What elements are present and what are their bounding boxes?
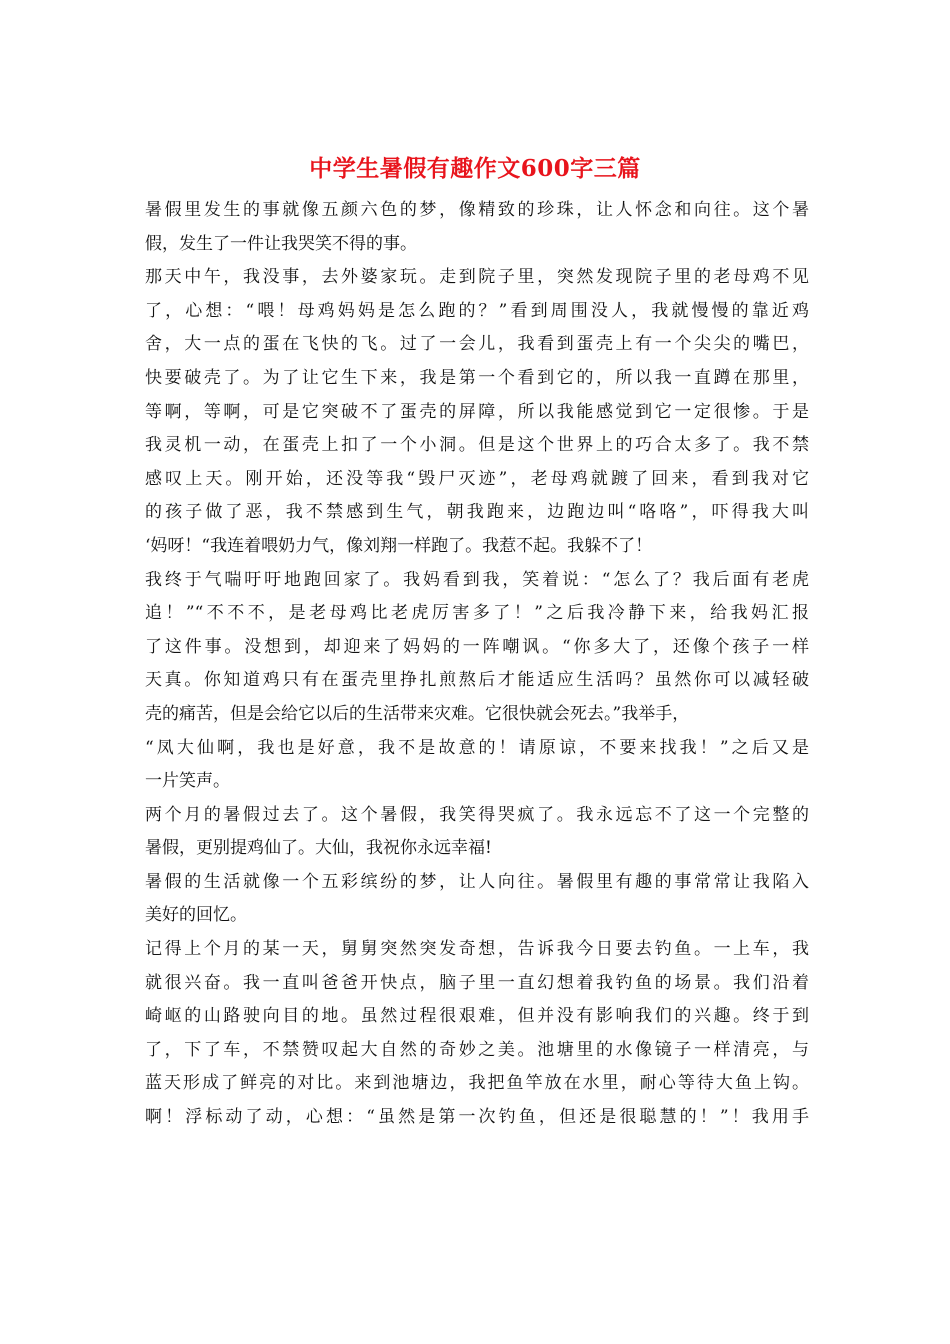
text-line: 啊！浮标动了动，心想：“虽然是第一次钓鱼，但还是很聪慧的！”！我用手 [145, 1107, 809, 1128]
text-line: 我灵机一动，在蛋壳上扣了一个小洞。但是这个世界上的巧合太多了。我不禁 [145, 435, 809, 456]
text-line: “凤大仙啊，我也是好意，我不是故意的！请原谅，不要来找我！”之后又是 [145, 737, 809, 758]
text-line: 壳的痛苦，但是会给它以后的生活带来灾难。它很快就会死去。”我举手， [145, 703, 690, 724]
text-line: 那天中午，我没事，去外婆家玩。走到院子里，突然发现院子里的老母鸡不见 [145, 267, 809, 288]
text-line: 暑假的生活就像一个五彩缤纷的梦，让人向往。暑假里有趣的事常常让我陷入 [145, 871, 809, 892]
document-title: 中学生暑假有趣作文600字三篇 [309, 155, 641, 182]
text-line: 追！”“不不不，是老母鸡比老虎厉害多了！”之后我冷静下来，给我妈汇报 [145, 603, 809, 624]
text-line: 假，发生了一件让我哭笑不得的事。 [145, 233, 417, 254]
text-line: 就很兴奋。我一直叫爸爸开快点，脑子里一直幻想着我钓鱼的场景。我们沿着 [145, 972, 809, 993]
text-line: 等啊，等啊，可是它突破不了蛋壳的屏障，所以我能感觉到它一定很惨。于是 [145, 401, 809, 422]
text-line: 舍，大一点的蛋在飞快的飞。过了一会儿，我看到蛋壳上有一个尖尖的嘴巴， [145, 334, 809, 355]
text-line: 一片笑声。 [145, 771, 230, 792]
text-line: 两个月的暑假过去了。这个暑假，我笑得哭疯了。我永远忘不了这一个完整的 [145, 804, 809, 825]
text-line: 记得上个月的某一天，舅舅突然突发奇想，告诉我今日要去钓鱼。一上车，我 [145, 939, 809, 960]
text-line: 了，下了车，不禁赞叹起大自然的奇妙之美。池塘里的水像镜子一样清亮，与 [145, 1039, 809, 1060]
text-line: 快要破壳了。为了让它生下来，我是第一个看到它的，所以我一直蹲在那里， [145, 367, 809, 388]
text-line: 我终于气喘吁吁地跑回家了。我妈看到我，笑着说：“怎么了？我后面有老虎 [145, 569, 809, 590]
text-line: 天真。你知道鸡只有在蛋壳里挣扎煎熬后才能适应生活吗？虽然你可以减轻破 [145, 670, 809, 691]
text-line: 了，心想：“喂！母鸡妈妈是怎么跑的？”看到周围没人，我就慢慢的靠近鸡 [145, 300, 809, 321]
text-line: 美好的回忆。 [145, 905, 247, 926]
text-line: 了这件事。没想到，却迎来了妈妈的一阵嘲讽。“你多大了，还像个孩子一样 [145, 636, 809, 657]
text-line: ‘妈呀！“我连着喂奶力气，像刘翔一样跑了。我惹不起。我躲不了！ [145, 535, 653, 556]
text-line: 蓝天形成了鲜亮的对比。来到池塘边，我把鱼竿放在水里，耐心等待大鱼上钩。 [145, 1073, 809, 1094]
text-line: 崎岖的山路驶向目的地。虽然过程很艰难，但并没有影响我们的兴趣。终于到 [145, 1006, 809, 1027]
text-line: 的孩子做了恶，我不禁感到生气，朝我跑来，边跑边叫“咯咯”，吓得我大叫 [145, 502, 809, 523]
text-line: 暑假里发生的事就像五颜六色的梦，像精致的珍珠，让人怀念和向往。这个暑 [145, 200, 809, 220]
text-line: 暑假，更别提鸡仙了。大仙，我祝你永远幸福! [145, 838, 492, 859]
document-body [145, 194, 809, 1135]
text-line: 感叹上天。刚开始，还没等我“毁尸灭迹”，老母鸡就踱了回来，看到我对它 [145, 468, 809, 489]
